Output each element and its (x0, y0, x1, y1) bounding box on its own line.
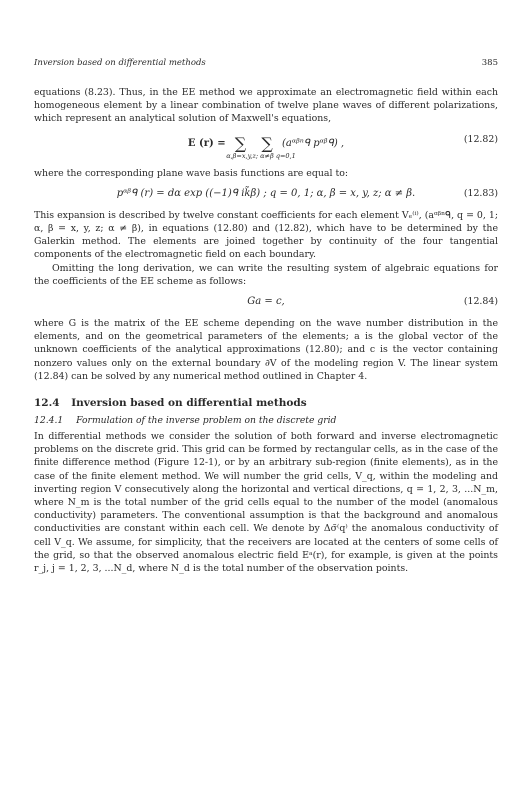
equation-12-82-rhs: (aᵅᵝⁿᑫ pᵅᵝᑫ) , (282, 137, 345, 149)
sum-symbol-2: ∑ (261, 133, 273, 153)
equation-12-82-lhs: E (r) = (187, 137, 226, 149)
running-header (34, 58, 498, 68)
paragraph-5: where G is the matrix of the EE scheme depending on the wave number distribution in the elements, and on the geometrical parameters of the elements; a is the global vector of the unknown coefficients of the analytical approximations (12.80); and c is the vector containing nonzero values only on the external boundary ∂V of the modeling region V. The linear system (12.84) can be solved by any numerical method outlined in Chapter 4. (34, 318, 498, 382)
section-title: Inversion based on differential methods (71, 397, 307, 410)
sum-symbol-1: ∑ (234, 133, 247, 153)
equation-number-12-84: (12.84) (463, 296, 498, 308)
subsection-title: Formulation of the inverse problem on the discrete grid (76, 415, 337, 427)
equation-12-82-body (34, 134, 498, 153)
paragraph-4: Omitting the long derivation, we can write the resulting system of algebraic equations for the coefficients of the EE scheme as follows: (34, 262, 498, 287)
sum-subscript-1: α,β=x,y,z; α≠β (226, 151, 274, 160)
sum-subscript-2: q=0,1 (275, 151, 296, 160)
paragraph-3: This expansion is described by twelve constant coefficients for each element Vₑ⁽ⁱ⁾, (aᵅᵝⁿᑫ, q = 0, 1; α, β = x, y, z; α ≠ β), in equations (12.80) and (12.82), which have to be determined by the Galerkin method. The elements are joined together by continuity of the four tangential components of the electromagnetic field on each boundary. (34, 209, 498, 261)
equation-12-82-subscripts (34, 152, 498, 160)
paragraph-2: where the corresponding plane wave basis functions are equal to: (34, 167, 349, 179)
section-number: 12.4 (34, 397, 60, 410)
page-number: 385 (481, 58, 498, 68)
page (34, 58, 498, 575)
paragraph-1: equations (8.23). Thus, in the EE method we approximate an electromagnetic field within each homogeneous element by a linear combination of twelve plane waves of different polarizations, which represent an analytical solution of Maxwell's equations, (34, 87, 498, 125)
equation-12-83-body: pᵅᵝᑫ (r) = dα exp ((−1)ᑫ ik̃β) ; q = 0, 1; α, β = x, y, z; α ≠ β. (116, 187, 416, 199)
equation-12-82 (34, 130, 498, 164)
equation-12-83 (34, 184, 498, 206)
equation-number-12-82: (12.82) (463, 133, 498, 145)
subsection-heading (34, 415, 498, 426)
subsection-number: 12.4.1 (34, 415, 64, 427)
equation-number-12-83: (12.83) (463, 187, 498, 199)
section-heading (34, 397, 498, 409)
paragraph-6: In differential methods we consider the solution of both forward and inverse electromagnetic problems on the discrete grid. This grid can be formed by rectangular cells, as in the case of the finite difference method (Figure 12-1), or by an arbitrary sub-region (finite elements), as in the case of the finite element method. We will number the grid cells, V_q, within the modeling and inverting region V consecutively along the horizontal and vertical directions, q = 1, 2, 3, ...N_m, where N_m is the total number of the grid cells equal to the number of the model (anomalous conductivity) parameters. The conventional assumption is that the background and anomalous conductivities are constant within each cell. We denote by Δσ̃⁽q⁾ the anomalous conductivity of cell V_q. We assume, for simplicity, that the receivers are located at the centers of some cells of the grid, so that the observed anomalous electric field Eᵃ(r), for example, is given at the points r_j, j = 1, 2, 3, ...N_d, where N_d is the total number of the observation points. (34, 431, 498, 575)
equation-12-84-body: Ga = c, (247, 296, 285, 308)
running-title: Inversion based on differential methods (34, 58, 206, 68)
equation-12-84 (34, 292, 498, 314)
